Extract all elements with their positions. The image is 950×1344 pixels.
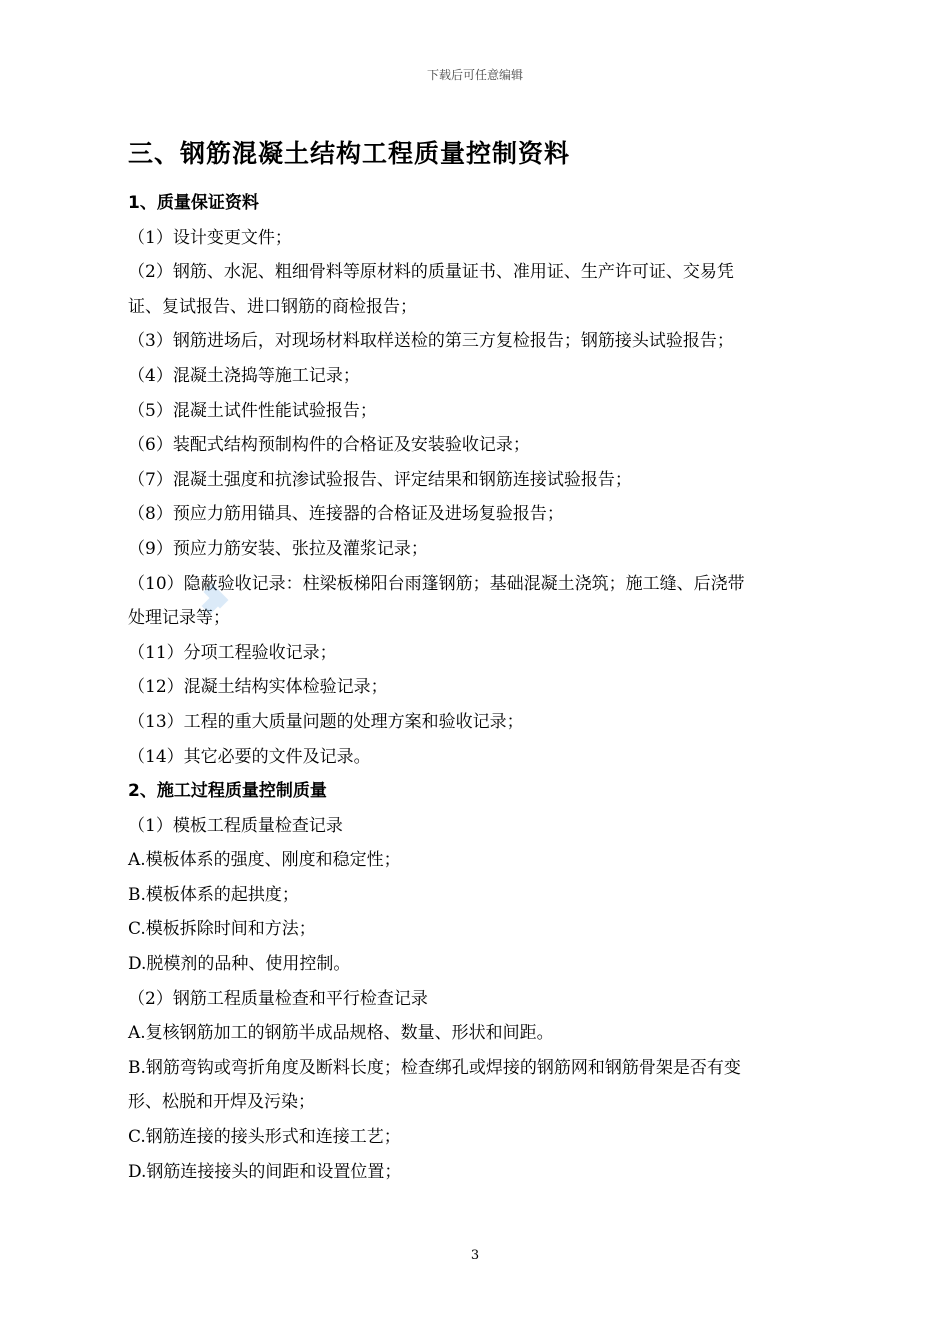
watermark-logo-icon [196, 582, 236, 622]
list-item: （14）其它必要的文件及记录。 [128, 746, 371, 767]
section-2-list [128, 809, 828, 1190]
list-item: （9）预应力筋安装、张拉及灌浆记录； [128, 538, 428, 559]
list-item: D.钢筋连接接头的间距和设置位置； [128, 1161, 402, 1182]
document-title: 三、钢筋混凝土结构工程质量控制资料 [128, 139, 571, 168]
list-item: （8）预应力筋用锚具、连接器的合格证及进场复验报告； [128, 504, 564, 525]
list-item: （1）模板工程质量检查记录 [128, 815, 343, 836]
list-item: （11）分项工程验收记录； [128, 642, 337, 663]
list-item: （6）装配式结构预制构件的合格证及安装验收记录； [128, 435, 530, 456]
page-number: 3 [470, 1248, 480, 1263]
list-item: C.模板拆除时间和方法； [128, 919, 316, 940]
list-item: 形、松脱和开焊及污染； [128, 1092, 315, 1113]
list-item: （13）工程的重大质量问题的处理方案和验收记录； [128, 711, 524, 732]
list-item: 证、复试报告、进口钢筋的商检报告； [128, 296, 417, 317]
list-item: B.模板体系的起拱度； [128, 884, 299, 905]
list-item: （12）混凝土结构实体检验记录； [128, 677, 388, 698]
list-item: （4）混凝土浇捣等施工记录； [128, 365, 360, 386]
list-item: B.钢筋弯钩或弯折角度及断料长度；检查绑孔或焊接的钢筋网和钢筋骨架是否有变 [128, 1057, 741, 1078]
list-item: （2）钢筋工程质量检查和平行检查记录 [128, 988, 428, 1009]
list-item: A.复核钢筋加工的钢筋半成品规格、数量、形状和间距。 [128, 1023, 554, 1044]
list-item: C.钢筋连接的接头形式和连接工艺； [128, 1127, 401, 1148]
list-item: （2）钢筋、水泥、粗细骨料等原材料的质量证书、准用证、生产许可证、交易凭 [128, 262, 734, 283]
list-item: D.脱模剂的品种、使用控制。 [128, 954, 351, 975]
list-item: （5）混凝土试件性能试验报告； [128, 400, 377, 421]
list-item: （10）隐蔽验收记录：柱梁板梯阳台雨篷钢筋；基础混凝土浇筑；施工缝、后浇带 [128, 573, 745, 594]
page-header: 下载后可任意编辑 [426, 68, 523, 82]
list-item: （7）混凝土强度和抗渗试验报告、评定结果和钢筋连接试验报告； [128, 469, 632, 490]
list-item: A.模板体系的强度、刚度和稳定性； [128, 850, 401, 871]
section-1-heading: 1、质量保证资料 [128, 193, 259, 213]
list-item: （1）设计变更文件； [128, 227, 292, 248]
section-1-list [128, 221, 828, 775]
section-2-heading: 2、施工过程质量控制质量 [128, 781, 327, 802]
list-item: （3）钢筋进场后，对现场材料取样送检的第三方复检报告；钢筋接头试验报告； [128, 331, 734, 352]
document-body [128, 186, 828, 1189]
list-item: 处理记录等； [128, 608, 230, 629]
